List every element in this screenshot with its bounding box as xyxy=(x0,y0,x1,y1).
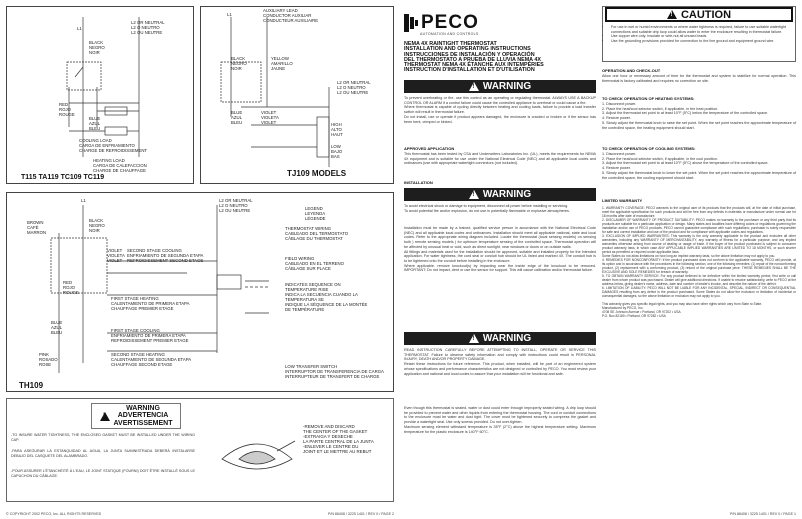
d1-l2-label: L2 OR NEUTRAL L2 O NEUTRO L2 OU NEUTRE xyxy=(131,20,165,35)
warning-text-2: To avoid electrical shock or damage to equipment, disconnect all power before installing or servicing. To avoid potential fire and/or explosion, do not use in potentially flammable or explosive atmospheres. xyxy=(404,204,570,213)
peco-logo xyxy=(404,12,479,34)
wiring-diagram-tj109-lines xyxy=(201,7,395,185)
warranty-text: 1. WARRANTY COVERAGE: PECO warrants to the original user of its products that the products will, at the date of initial purchase, meet the applicable specification for such products and will be free from any defects in materials or manufacture under normal use for 18 months after date of manufacture. 2. DISCLAIMER OF WARRANTY OF PRODUCT SUITABILITY: PECO makes no warranty to the purchaser or any third party that its products are suitable for a particular application or design. Many states and localities have differing codes or regulations governing the installation and/or use of PECO products. PECO cannot guarantee compliance with such regulations; purchaser is solely responsible for safe and correct installation and use of the product and for compliance with applicable codes and regulations. 3. EXCLUSION OF IMPLIED WARRANTIES: This warranty is the only warranty applicable to the product and excludes all other warranties, including any WARRANTY OF MERCHANTABILITY, any warranty of fitness for a particular purpose, and any implied warranties otherwise arising from course of dealing or usage of trade. If the buyer of the product purchased is subject to consumer product warranty laws, in which case ANY APPLICABLE IMPLIED WARRANTIES ARE LIMITED TO 18 MONTHS, or such shorter period as permitted or required under applicable laws. Some States do not allow limitations on how long an implied warranty lasts, so the above limitation may not apply to you. 4. REMEDIES FOR NONCONFORMITY: If the product purchased does not conform to the applicable warranty, PECO will provide, at its option and in accordance with the procedures in the following section, one of the following remedies: (1) repair of the nonconforming product, (2) replacement with a conforming product, (3) refund of the original purchase price. THESE REMEDIES SHALL BE THE EXCLUSIVE AND SOLE REMEDIES for breach of warranty. 5. TO OBTAIN WARRANTY SERVICE: For any product believed to be defective within the limited warranty period, first write or call dealer from whom product was purchased. Dealer will give additional directions. If unable to resolve satisfactorily, write to PECO at the address below, giving dealer's name, address, date and number of dealer's invoice, and describe the nature of the defect. 6. LIMITATION OF LIABILITY: PECO WILL NOT BE LIABLE FOR ANY INCIDENTAL, SPECIAL, INDIRECT OR CONSEQUENTIAL DAMAGES resulting from any defect in the product purchased. Some States do not allow the exclusion or limitation of incidental or consequential damages, so the above limitation or exclusion may not apply to you. This warranty gives you specific legal rights, and you may also have other rights which vary from State to State. Manufactured by PECO, Inc. 4708 SE Johnson Avenue • Portland, OR 97202 • USA P.O. Box 82189 • Portland, OR 97282 • USA xyxy=(602,206,796,319)
wiring-diagram-th109 xyxy=(6,192,394,392)
warning-triangle-icon xyxy=(469,190,479,199)
gasket-warning-fr: -POUR ASSURER L'ÉTANCHÉITÉ À L'EAU, LE JOINT STATIQUE (FOURNI) DOIT ÊTRE INSTALLÉ SOUS LE CAPUCHON DU CÂBLAGE. xyxy=(11,469,195,478)
sealing-text: Even though this thermostat is sealed, water or dust could enter through improperly sealed wiring. A drip loop should be provided to prevent water and other liquids from entering the thermostat housing. The cord or conduit connections to the enclosure must be water and dust tight. The cover must be tightened securely to compress the gasket and provide a watertight seal. Use only screws provided. Do not over-tighten. Maximum sensing element withstand temperature is 35°F (2°C) above the highest temperature setting. Maximum temperature for the plastic enclosure is 140°F 60°C. xyxy=(404,406,596,434)
peco-logo-tagline: AUTOMATION AND CONTROLS xyxy=(420,32,479,36)
heating-check-steps: 1. Disconnect power. 2. Place the heat/cool selector switch, if applicable, in the heat position. 3. Adjust the thermostat set point to at least 10°F (5°C) below the temperature of the controlled space. 4. Restore power. 5. Slowly adjust the thermostat knob to raise the set point. When the set point reaches the approximate temperature of the controlled space, the heating equipment should start. xyxy=(602,102,796,130)
approved-application-text: This thermostat has been tested by CSA and Underwriters Laboratories Inc. (UL), meets the requirements for NEMA 4X equipment and is suitable for use under the National Electrical Code (NEC) and all applicable local codes and ordinances (use with appropriate watertight connectors (not included). xyxy=(404,152,596,166)
d3-low-transfer-label: LOW TRANSFER SWITCH INTERRUPTOR DE TRANSFERENCIA DE CARGA INTERRUPTEUR DE TRANSFERT DE CHARGE xyxy=(285,364,384,379)
warning-triangle-icon xyxy=(469,82,479,91)
warning-header-3: ! WARNING xyxy=(404,332,596,345)
peco-logo-icon xyxy=(404,14,418,32)
gasket-warning-en: -TO INSURE WATER TIGHTNESS, THE ENCLOSED GASKET MUST BE INSTALLED UNDER THE WIRING CAP. xyxy=(11,433,195,442)
caution-item: • Use copper wire only. Insulate or wire-nut all unused leads. xyxy=(611,34,793,39)
d3-model-label: TH109 xyxy=(19,381,44,390)
d3-second-cool-label: SECOND STAGE COOLING ENFRIAMIENTO DE SEGUNDA ETAPA REFROIDISSEMENT SECOND ETAGE xyxy=(127,248,204,263)
d2-l1-label: L1 xyxy=(227,12,232,17)
d1-red-label: RED ROJO ROUGE xyxy=(59,102,75,117)
gasket-warning-box xyxy=(6,398,394,502)
gasket-warning-header xyxy=(91,403,181,429)
peco-logo-text: PECO xyxy=(421,12,479,33)
gasket-remove-label: -REMOVE AND DISCARD THE CENTER OF THE GASKET -EXTRAIGA Y DESECHE LA PARTE CENTRAL DE LA JUNTA -ENLEVER LE CENTRE DU JOINT ET LE METTRE AU REBUT xyxy=(303,424,374,454)
operation-warranty-panel xyxy=(602,6,796,516)
warning-triangle-icon xyxy=(100,412,110,421)
d3-violet-label: VIOLET VIOLETA VIOLET xyxy=(107,248,125,263)
d2-violet-label: VIOLET VIOLETA VIOLET xyxy=(261,110,279,125)
d2-l2-label: L2 OR NEUTRAL L2 O NEUTRO L2 OU NEUTRE xyxy=(337,80,371,95)
cooling-check-heading: TO CHECK OPERATION OF COOLING SYSTEMS: xyxy=(602,146,696,151)
d3-legend-label: LEGEND LEYENDA LÉGENDE xyxy=(305,206,326,221)
d3-second-heat-label: SECOND STAGE HEATING CALENTAMIENTO DE SEGUNDA ETAPA CHAUFFAGE SECOND ETAGE xyxy=(111,352,192,367)
installation-heading: INSTALLATION xyxy=(404,180,433,185)
d2-black-label: BLACK NEGRO NOIR xyxy=(231,56,247,71)
d1-heat-label: HEATING LOAD CARGA DE CALEFACCION CHARGE DE CHAUFFAGE xyxy=(93,158,147,173)
wiring-diagrams-panel xyxy=(6,6,394,516)
d3-first-cool-label: FIRST STAGE COOLING ENFRIAMIENTO DE PRIMERA ETAPA REFROIDISSEMENT PREMIER ETAGE xyxy=(111,328,189,343)
warning-header-1: ! WARNING xyxy=(404,80,596,93)
operation-heading: OPERATION AND CHECK-OUT xyxy=(602,68,661,73)
d1-black-label: BLACK NEGRO NOIR xyxy=(89,40,105,55)
warning-triangle-icon xyxy=(469,334,479,343)
d1-l1-label: L1 xyxy=(77,26,82,31)
caution-list xyxy=(611,25,793,44)
warranty-heading: LIMITED WARRANTY xyxy=(602,198,643,203)
warning-header-2: ! WARNING xyxy=(404,188,596,201)
d2-low-label: LOW BAJO BAS xyxy=(331,144,343,159)
gasket-warning-title: WARNING ADVERTENCIA AVERTISSEMENT xyxy=(113,405,173,427)
right-page-number: P/N 88408 / 3225 1401 / REV 0 / PAGE 1 xyxy=(729,512,796,516)
caution-box xyxy=(602,6,796,62)
d1-blue-label: BLUE AZUL BLEU xyxy=(89,116,101,131)
d3-l1-label: L1 xyxy=(81,198,86,203)
document-title: NEMA 4X RAINTIGHT THERMOSTAT INSTALLATION AND OPERATING INSTRUCTIONS INSTRUCCIONES DE INSTALACIÓN Y OPERACIÓN DEL THERMOSTATO A PRUEBA DE LLUVIA NEMA 4X THERMOSTAT NEMA 4X ÉTANCHE AUX INTEMPÉRIES INSTRUCTION D'INSTALLATION ET D'UTILISATION xyxy=(404,41,544,74)
copyright-footer: © COPYRIGHT 2002 PECO, Inc. ALL RIGHTS RESERVED xyxy=(6,512,102,516)
d2-high-label: HIGH ALTO HAUT xyxy=(331,122,343,137)
approved-application-heading: APPROVED APPLICATION xyxy=(404,146,455,151)
wiring-diagram-tj109 xyxy=(200,6,394,184)
d3-pink-label: PINK ROSADO ROSE xyxy=(39,352,58,367)
caution-triangle-icon xyxy=(667,10,677,19)
gasket-warning-es: -PARA ASEGURAR LA ESTANQUIDAD AL AGUA, LA JUNTA SUMINISTRADA DEBERÁ INSTALARSE DEBAJO DEL CASQUETE DEL ALAMBRADO. xyxy=(11,449,195,458)
d3-black-label: BLACK NEGRO NOIR xyxy=(89,218,105,233)
d2-blue-label: BLUE AZUL BLEU xyxy=(231,110,243,125)
heating-check-heading: TO CHECK OPERATION OF HEATING SYSTEMS: xyxy=(602,96,695,101)
d1-model-label: T115 TA119 TC109 TC119 xyxy=(21,174,105,181)
gasket-illustration xyxy=(217,419,297,489)
d3-first-heat-label: FIRST STAGE HEATING CALENTAMIENTO DE PRIMERA ETAPA CHAUFFAGE PREMIER ETAGE xyxy=(111,296,190,311)
d3-red-label: RED ROJO ROUGE xyxy=(63,280,79,295)
d2-aux-label: AUXILIARY LEAD CONDUCTOR AUXILIAR CONDUCTEUR AUXILIAIRE xyxy=(263,8,319,23)
d3-l2-label: L2 OR NEUTRAL L2 O NEUTRO L2 OU NEUTRE xyxy=(219,198,253,213)
cooling-check-steps: 1. Disconnect power. 2. Place the heat/cool selector switch, if applicable, in the cool position. 3. Adjust the thermostat set point to at least 10°F (5°C) above the temperature of the controlled space. 4. Restore power. 5. Slowly adjust the thermostat knob to lower the set point. When the set point reaches the approximate temperature of the controlled space, the cooling equipment should start. xyxy=(602,152,796,180)
d3-blue-label: BLUE AZUL BLEU xyxy=(51,320,63,335)
installation-text: Installation must be made by a trained, qualified service person in accordance with the National Electrical Code (NEC) and all applicable local codes and ordinances. Installation should meet all applicable national, state and local codes. Refer to the appropriate wiring diagram included. Locate the thermostat (local sensing models) on sensing bulb ) remote sensing models ) for optimum temperature sensing of the controlled space. Thermostat operation will be affected by unusual heat or cold, such as direct sunlight, near windows or doors or on outside walls. All fittings and materials used for the installation should be approved, suitable and installed properly for the intended application. For water tightness, the cord seal or conduit hub should be UL listed and marked 4X. The conduit hub is to be tightened onto the conduit before installing in the enclosure. Where applicable, remove knockout(s) by impacting near the inside edge of the knockout to be removed. IMPORTANT: Do not impact, dent or use the sensor for support. This will cause calibration and/or thermostat failure. xyxy=(404,226,596,273)
wiring-diagram-t115 xyxy=(6,6,194,184)
left-page-number: P/N 88408 / 3225 1401 / REV 0 / PAGE 2 xyxy=(327,512,394,516)
warning-text-1: To prevent overheating or fire, use this control as an operating or regulating thermostat. ALWAYS USE A BACKUP CONTROL OR ALARM if a control failure could cause the controlled appliance to overheat or could cause a fire. Where thermostat is capable of cycling directly between heating and cooling loads, failure to provide a load transfer switch will result in thermostat failure. Do not install, use or operate if product appears damaged, the enclosure is cracked or broken or if the sensor has been bent, crimped or kinked. xyxy=(404,96,596,124)
warning-text-3: READ INSTRUCTION CAREFULLY BEFORE ATTEMPTING TO INSTALL, OPERATE OR SERVICE THIS THERMOSTAT. Failure to observe safety information and comply with instructions could result in PERSONAL INJURY, DEATH AND/OR PROPERTY DAMAGE. Retain these instructions for future reference. This product, when installed, will be part of an engineered system whose specifications and performance characteristics are not designed or controlled by PECO. You must review your application and national and local codes to assure that your installation will be functional and safe. xyxy=(404,348,596,376)
operation-text: Allow one hour or necessary amount of time for the thermostat and system to stabilize for normal operation. This thermostat is factory calibrated and requires no correction on site. xyxy=(602,74,796,83)
d1-cool-label: COOLING LOAD CARGA DE ENFRIAMIENTO CHARGE DE REFROIDISSEMENT xyxy=(79,138,148,153)
instructions-panel xyxy=(404,6,596,505)
d3-thermo-wiring-label: THERMOSTAT WIRING CABLEADO DEL TERMOSTATO CÂBLAGE DU THERMOSTAT xyxy=(285,226,349,241)
d2-model-label: TJ109 MODELS xyxy=(287,169,347,178)
caution-header: ! CAUTION xyxy=(605,7,793,22)
d3-indicates-label: INDICATES SEQUENCE ON TEMPERATURE RISE INDICA LA SECUENCIA CUANDO LA TEMPERATURA SE INDIQUE LA SÉQUENCE DE LA MONTÉE DE TEMPÉRATURE xyxy=(285,282,368,312)
caution-item: • For use in wet or humid environments or where water tightness is required, failure to use suitable watertight connections and suitable drip loop could allow water to enter the enclosure resulting in thermostat failure. xyxy=(611,25,793,34)
d2-yellow-label: YELLOW AMARILLO JAUNE xyxy=(271,56,293,71)
d3-field-wiring-label: FIELD WIRING CABLEADO EN EL TERRENO CÂBLAGE SUR PLACE xyxy=(285,256,344,271)
caution-item: • Use the grounding provisions provided for connection to the line ground and equipment ground wire. xyxy=(611,39,793,44)
d3-brown-label: BROWN CAFÉ MARRON xyxy=(27,220,47,235)
